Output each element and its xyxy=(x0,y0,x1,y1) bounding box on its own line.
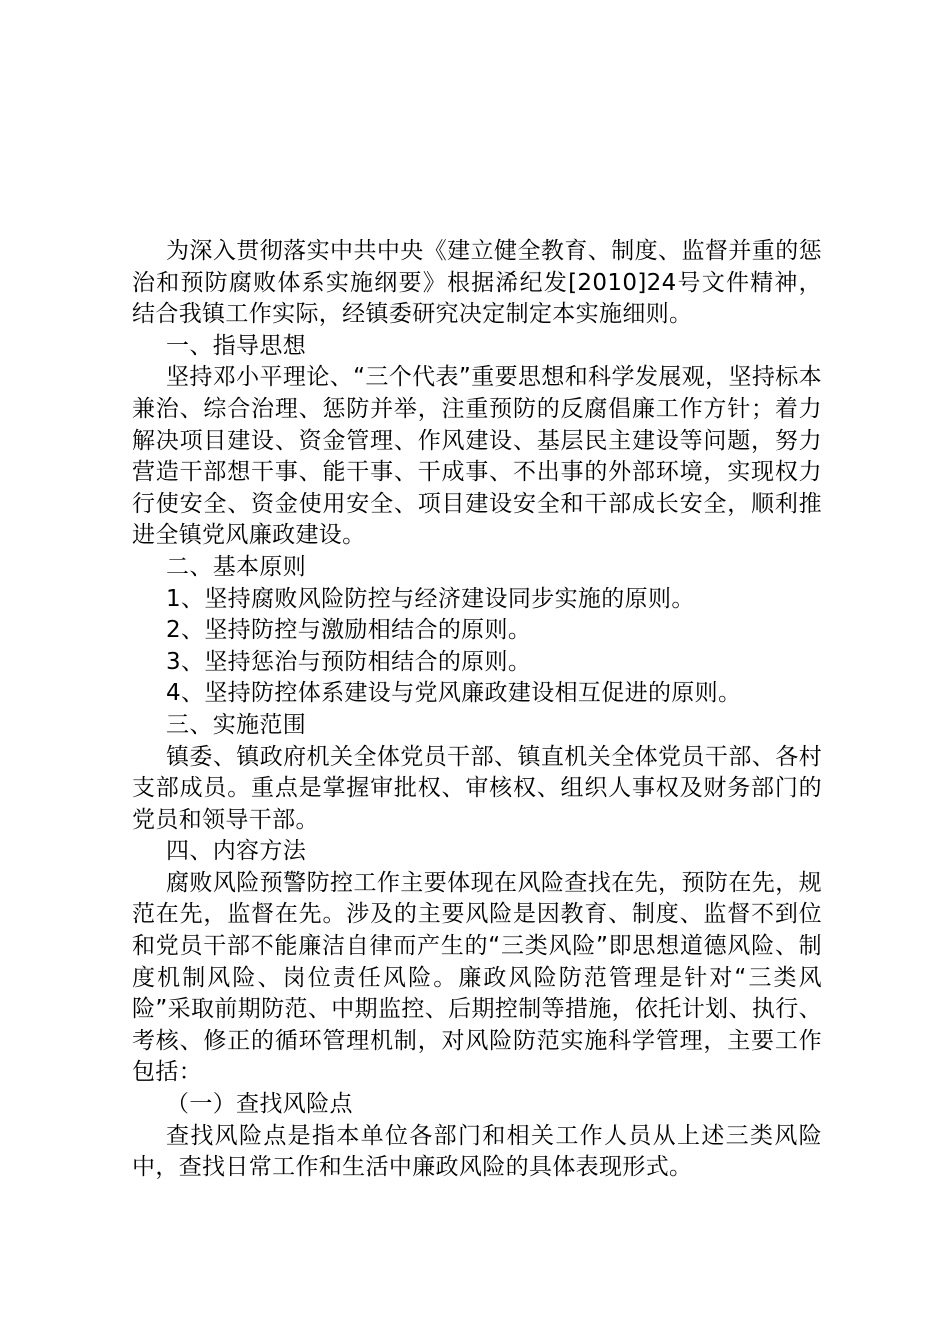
guiding-ideology-paragraph: 坚持邓小平理论、“三个代表”重要思想和科学发展观，坚持标本兼治、综合治理、惩防并举，注重预防的反腐倡廉工作方针；着力解决项目建设、资金管理、作风建设、基层民主建设等问题，努力营造干部想干事、能干事、干成事、不出事的外部环境，实现权力行使安全、资金使用安全、项目建设安全和干部成长安全，顺利推进全镇党风廉政建设。 xyxy=(132,364,822,549)
principle-item-2: 2、坚持防控与激励相结合的原则。 xyxy=(166,617,532,644)
scope-paragraph: 镇委、镇政府机关全体党员干部、镇直机关全体党员干部、各村支部成员。重点是掌握审批权、审核权、组织人事权及财务部门的党员和领导干部。 xyxy=(132,743,822,833)
intro-paragraph: 为深入贯彻落实中共中央《建立健全教育、制度、监督并重的惩治和预防腐败体系实施纲要》根据浠纪发[2010]24号文件精神，结合我镇工作实际，经镇委研究决定制定本实施细则。 xyxy=(132,238,822,328)
subsection-heading-find-risk-points: （一）查找风险点 xyxy=(166,1091,353,1118)
principle-item-3: 3、坚持惩治与预防相结合的原则。 xyxy=(166,648,532,675)
document-body xyxy=(132,236,822,1184)
section-heading-basic-principles: 二、基本原则 xyxy=(166,553,307,580)
section-heading-scope: 三、实施范围 xyxy=(166,711,307,738)
find-risk-points-paragraph: 查找风险点是指本单位各部门和相关工作人员从上述三类风险中，查找日常工作和生活中廉政风险的具体表现形式。 xyxy=(132,1122,822,1181)
principle-item-4: 4、坚持防控体系建设与党风廉政建设相互促进的原则。 xyxy=(166,680,742,707)
section-heading-content-methods: 四、内容方法 xyxy=(166,838,307,865)
principle-item-1: 1、坚持腐败风险防控与经济建设同步实施的原则。 xyxy=(166,585,695,612)
content-methods-paragraph: 腐败风险预警防控工作主要体现在风险查找在先，预防在先，规范在先，监督在先。涉及的主要风险是因教育、制度、监督不到位和党员干部不能廉洁自律而产生的“三类风险”即思想道德风险、制度机制风险、岗位责任风险。廉政风险防范管理是针对“三类风险”采取前期防范、中期监控、后期控制等措施，依托计划、执行、考核、修正的循环管理机制，对风险防范实施科学管理，主要工作包括： xyxy=(132,869,822,1086)
section-heading-guiding-ideology: 一、指导思想 xyxy=(166,332,307,359)
